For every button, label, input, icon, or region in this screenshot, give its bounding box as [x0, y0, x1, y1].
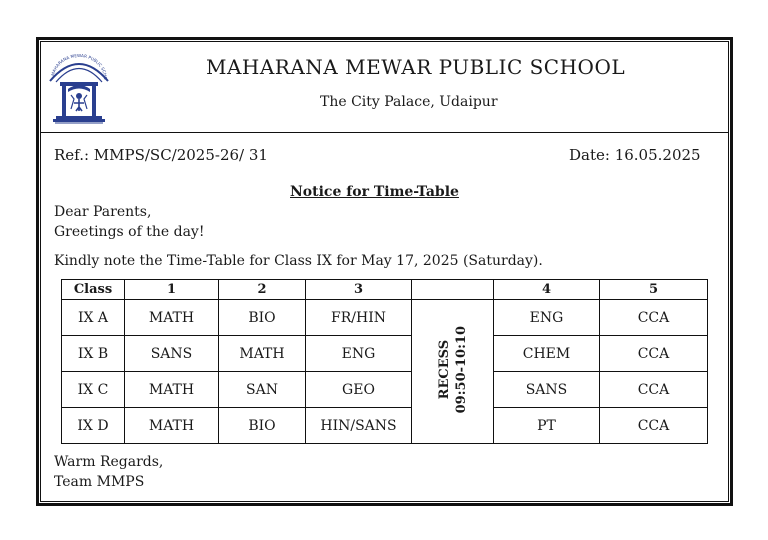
period-cell: MATH	[219, 336, 306, 372]
period-cell: ENG	[494, 300, 600, 336]
table-row	[62, 300, 708, 336]
period-cell: ENG	[306, 336, 412, 372]
recess-text	[436, 326, 470, 413]
school-name: MAHARANA MEWAR PUBLIC SCHOOL	[206, 55, 626, 79]
period-cell: BIO	[219, 300, 306, 336]
header-class: Class	[62, 280, 125, 300]
header-period-4: 4	[494, 280, 600, 300]
period-cell: PT	[494, 408, 600, 444]
period-cell: FR/HIN	[306, 300, 412, 336]
header-period-2: 2	[219, 280, 306, 300]
period-cell: CCA	[600, 300, 708, 336]
period-cell: MATH	[125, 408, 219, 444]
reference-number: Ref.: MMPS/SC/2025-26/ 31	[54, 146, 268, 164]
class-cell: IX C	[62, 372, 125, 408]
header-period-3: 3	[306, 280, 412, 300]
period-cell: CCA	[600, 336, 708, 372]
period-cell: SANS	[125, 336, 219, 372]
period-cell: GEO	[306, 372, 412, 408]
table-row	[62, 372, 708, 408]
class-cell: IX A	[62, 300, 125, 336]
recess-label: RECESS	[436, 339, 452, 400]
notice-title: Notice for Time-Table	[290, 184, 459, 200]
table-row	[62, 336, 708, 372]
header-period-1: 1	[125, 280, 219, 300]
school-address: The City Palace, Udaipur	[320, 94, 498, 110]
period-cell: BIO	[219, 408, 306, 444]
table-row	[62, 408, 708, 444]
period-cell: SAN	[219, 372, 306, 408]
recess-cell	[412, 300, 494, 444]
period-cell: CCA	[600, 372, 708, 408]
greeting: Greetings of the day!	[54, 224, 205, 240]
salutation: Dear Parents,	[54, 204, 152, 220]
period-cell: CCA	[600, 408, 708, 444]
class-cell: IX B	[62, 336, 125, 372]
closing: Warm Regards,	[54, 454, 164, 470]
notice-date: Date: 16.05.2025	[569, 146, 701, 164]
period-cell: SANS	[494, 372, 600, 408]
header-divider	[40, 132, 729, 133]
svg-text:MAHARANA MEWAR PUBLIC SCHOOL: MAHARANA MEWAR PUBLIC SCHO	[50, 52, 109, 80]
header-recess	[412, 280, 494, 300]
period-cell: MATH	[125, 372, 219, 408]
recess-time: 09:50-10:10	[453, 325, 469, 414]
intro-text: Kindly note the Time-Table for Class IX for May 17, 2025 (Saturday).	[54, 253, 543, 269]
school-crest-logo	[46, 49, 112, 125]
timetable	[61, 279, 708, 444]
header-period-5: 5	[600, 280, 708, 300]
class-cell: IX D	[62, 408, 125, 444]
period-cell: HIN/SANS	[306, 408, 412, 444]
signature: Team MMPS	[54, 474, 145, 490]
period-cell: MATH	[125, 300, 219, 336]
period-cell: CHEM	[494, 336, 600, 372]
timetable-header-row	[62, 280, 708, 300]
